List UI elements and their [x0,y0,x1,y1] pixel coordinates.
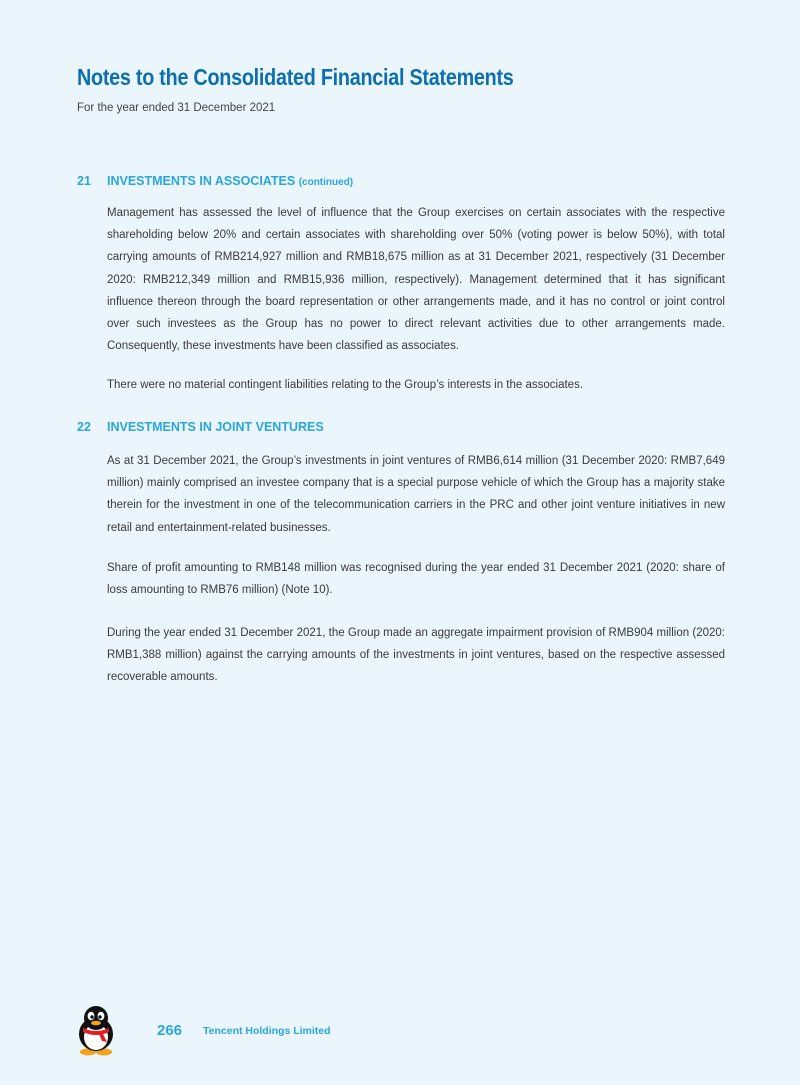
section-22-paragraph-1: As at 31 December 2021, the Group’s investments in joint ventures of RMB6,614 million (31 December 2020: RMB7,649 million) mainly comprised an investee company that is a special purpose vehicle of which the Group has a majority stake therein for the investment in one of the telecommunication carriers in the PRC and other joint venture initiatives in new retail and entertainment-related businesses. [107,455,725,534]
section-21-paragraph-2: There were no material contingent liabilities relating to the Group’s interests in the associates. [107,379,584,391]
section-title: INVESTMENTS IN ASSOCIATES [107,174,296,188]
section-22-paragraph-2: Share of profit amounting to RMB148 million was recognised during the year ended 31 December 2021 (2020: share of loss amounting to RMB76 million) (Note 10). [107,562,725,597]
section-21-paragraph-1: Management has assessed the level of influence that the Group exercises on certain associates with the respective shareholding below 20% and certain associates with shareholding over 50% (voting power is below 50%), with total carrying amounts of RMB214,927 million and RMB18,675 million as at 31 December 2021, respectively (31 December 2020: RMB212,349 million and RMB15,936 million, respectively). Management determined that it has significant influence thereon through the board representation or other arrangements made, and it has no control or joint control over such investees as the Group has no power to direct relevant activities due to other arrangements made. Consequently, these investments have been classified as associates. [107,207,725,353]
section-22-heading [77,420,324,434]
page-subtitle: For the year ended 31 December 2021 [77,102,276,114]
footer-page-number: 266 [157,1022,183,1039]
section-continued-note: (continued) [298,177,354,188]
section-number: 22 [77,420,91,434]
section-22-paragraph-3: During the year ended 31 December 2021, the Group made an aggregate impairment provision of RMB904 million (2020: RMB1,388 million) against the carrying amounts of the investments in joint ventures, based on the respective assessed recoverable amounts. [107,627,725,684]
footer-company-name: Tencent Holdings Limited [203,1025,331,1037]
section-title: INVESTMENTS IN JOINT VENTURES [107,420,324,434]
page-title: Notes to the Consolidated Financial Statements [77,64,514,90]
section-21-heading [77,174,353,188]
penguin-logo-icon [74,1004,118,1056]
section-number: 21 [77,174,91,188]
